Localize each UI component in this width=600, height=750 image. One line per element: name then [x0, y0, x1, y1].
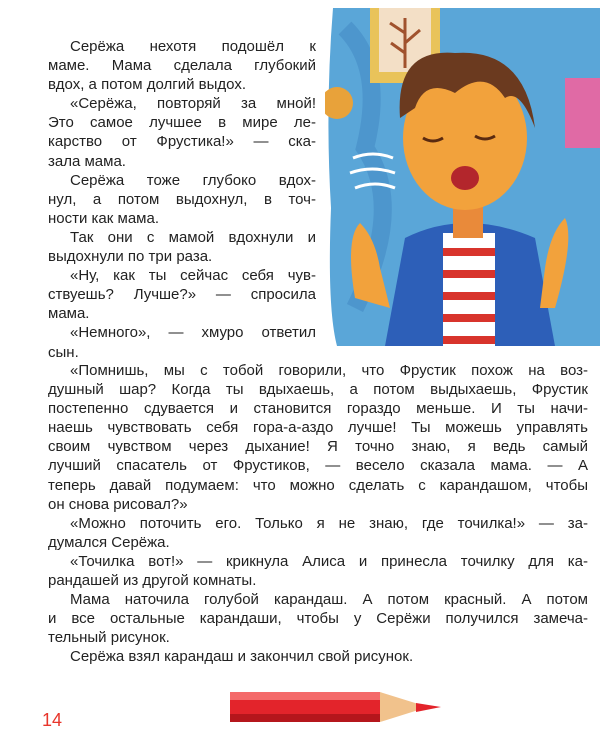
text-line: он снова рисовал?»: [48, 495, 188, 513]
page-number: 14: [42, 710, 63, 730]
text-line: лучший спасатель от Фрустиков, — весело сказала мама. — А: [48, 457, 588, 475]
text-line: «Можно поточить его. Только я не знаю, где точилка!» — за-: [70, 514, 588, 532]
text-line: ности как мама.: [48, 209, 159, 227]
text-line: зала мама.: [48, 152, 126, 170]
text-line: Серёжа взял карандаш и закончил свой рисунок.: [70, 648, 414, 666]
text-line: теперь давай подумаем: что можно сделать с карандашом, чтобы: [48, 476, 588, 494]
text-line: «Серёжа, повторяй за мной!: [70, 95, 316, 113]
text-line: Серёжа тоже глубоко вдох-: [70, 171, 316, 189]
text-line: своим чувством через дыхание! Я точно знаю, я ведь самый: [48, 438, 588, 456]
text-line: «Точилка вот!» — крикнула Алиса и принесла точилку для ка-: [70, 552, 588, 570]
text-line: «Немного», — хмуро ответил: [70, 324, 316, 342]
red-pencil-illustration: [228, 686, 443, 728]
text-line: тельный рисунок.: [48, 629, 170, 647]
text-line: сын.: [48, 343, 79, 361]
text-line: рандашей из другой комнаты.: [48, 572, 257, 590]
text-line: мама.: [48, 305, 90, 323]
text-line: наешь чувствовать себя гора-а-аздо лучше! Ты можешь управлять: [48, 419, 588, 437]
text-line: душный шар? Когда ты вдыхаешь, а потом выдыхаешь, Фрустик: [48, 381, 588, 399]
text-line: Это самое лучшее в мире ле-: [48, 114, 316, 132]
text-line: выдохнули по три раза.: [48, 248, 213, 266]
text-line: вдох, а потом долгий выдох.: [48, 76, 246, 94]
text-line: и все остальные карандаши, чтобы у Серёжи получился замеча-: [48, 610, 588, 628]
text-line: нул, а потом выдохнул, в точ-: [48, 190, 316, 208]
text-line: Серёжа нехотя подошёл к: [70, 38, 316, 55]
text-line: «Помнишь, мы с тобой говорили, что Фрустик похож на воз-: [70, 362, 588, 379]
boy-breathing-illustration: [325, 8, 600, 346]
text-column-full: [48, 361, 588, 667]
text-line: Мама наточила голубой карандаш. А потом красный. А потом: [70, 591, 588, 609]
text-line: карство от Фрустика!» — ска-: [48, 133, 316, 151]
text-line: постепенно сдувается и становится гораздо меньше. И ты начи-: [48, 400, 588, 418]
text-line: маме. Мама сделала глубокий: [48, 57, 316, 75]
text-line: думался Серёжа.: [48, 533, 170, 551]
text-line: ствуешь? Лучше?» — спросила: [48, 286, 316, 304]
text-line: Так они с мамой вдохнули и: [70, 228, 316, 246]
text-column-left: [48, 37, 316, 362]
text-line: «Ну, как ты сейчас себя чув-: [70, 267, 316, 285]
